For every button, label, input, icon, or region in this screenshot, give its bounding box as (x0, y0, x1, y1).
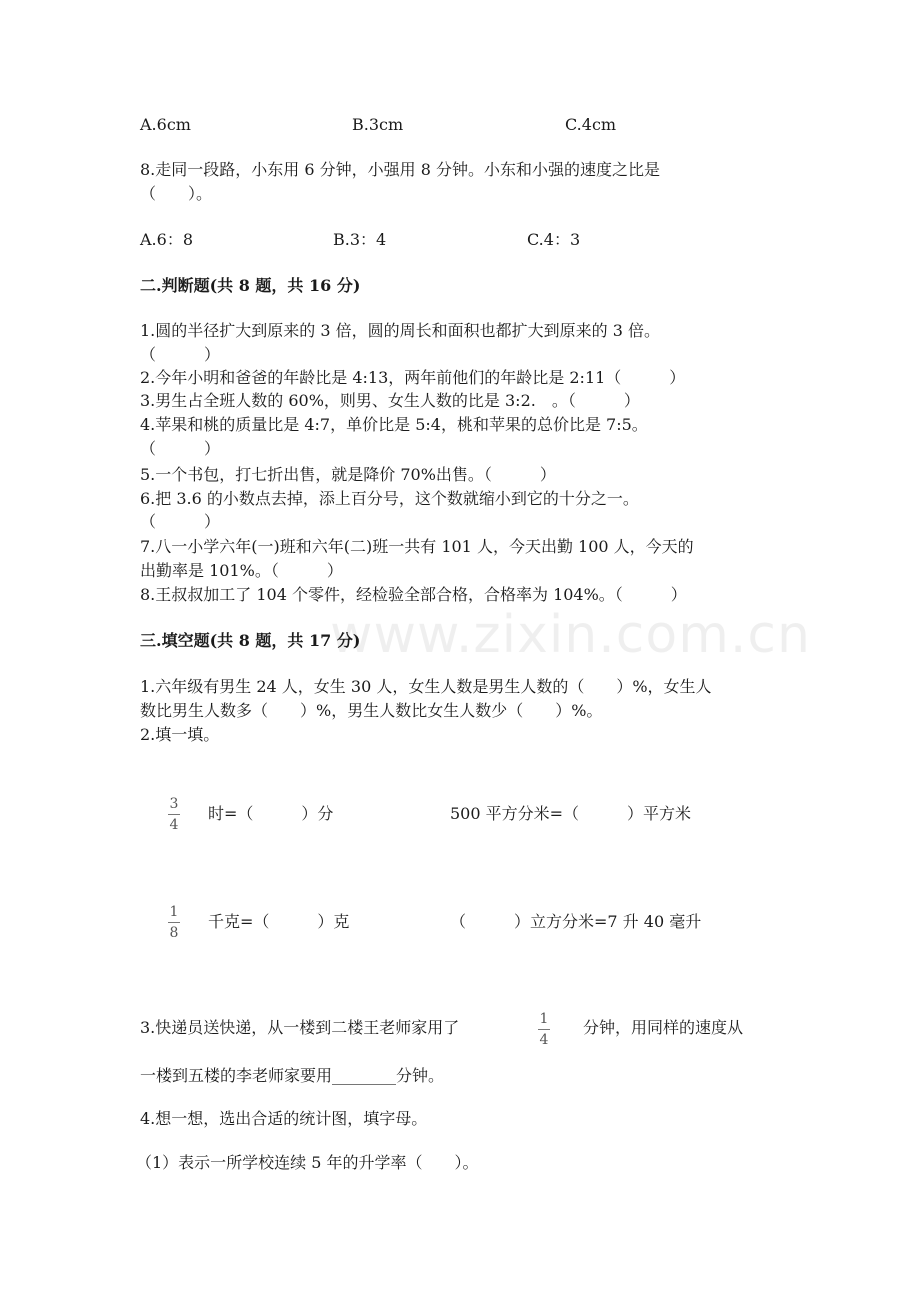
fill-q3-line2: 一楼到五楼的李老师家要用________分钟。 (140, 1066, 445, 1085)
judge-line: 8.王叔叔加工了 104 个零件，经检验全部合格，合格率为 104%。（ ） (140, 585, 687, 604)
fraction-bar (168, 922, 180, 923)
q8-option-a: A.6：8 (140, 230, 194, 249)
judge-line: 3.男生占全班人数的 60%，则男、女生人数的比是 3:2. 。（ ） (140, 391, 640, 410)
fill-q2-item2: 500 平方分米=（ ）平方米 (450, 804, 692, 823)
fraction-numerator: 3 (169, 796, 179, 812)
fill-q1-line1: 1.六年级有男生 24 人，女生 30 人，女生人数是男生人数的（ ）%，女生人 (140, 677, 712, 696)
section3-heading: 三.填空题(共 8 题，共 17 分) (140, 631, 361, 650)
judge-line: （ ） (140, 512, 221, 531)
fraction-denominator: 4 (169, 817, 179, 833)
watermark: www.zixin.com.cn (330, 605, 811, 665)
q8-option-c: C.4：3 (527, 230, 581, 249)
judge-line: 7.八一小学六年(一)班和六年(二)班一共有 101 人，今天出勤 100 人，今天的 (140, 537, 694, 556)
q8-stem-line1: 8.走同一段路，小东用 6 分钟，小强用 8 分钟。小东和小强的速度之比是 (140, 160, 660, 179)
fraction-bar (168, 814, 180, 815)
fraction-denominator: 4 (539, 1032, 549, 1048)
fill-q2-item1: 时=（ ）分 (208, 804, 334, 823)
section2-heading: 二.判断题(共 8 题，共 16 分) (140, 276, 361, 295)
fill-q2-item3: 千克=（ ）克 (208, 912, 350, 931)
q7-option-c: C.4cm (565, 115, 617, 134)
judge-line: （ ） (140, 345, 221, 364)
fill-q3-part1: 3.快递员送快递，从一楼到二楼王老师家用了 (140, 1018, 460, 1037)
judge-line: 5.一个书包，打七折出售，就是降价 70%出售。（ ） (140, 465, 556, 484)
fill-q4-sub1: （1）表示一所学校连续 5 年的升学率（ ）。 (136, 1153, 479, 1172)
fraction-numerator: 1 (169, 904, 179, 920)
fill-q2-stem: 2.填一填。 (140, 725, 220, 744)
judge-line: 出勤率是 101%。（ ） (140, 561, 343, 580)
fill-q2-item4: （ ）立方分米=7 升 40 毫升 (450, 912, 702, 931)
fill-q4-stem: 4.想一想，选出合适的统计图，填字母。 (140, 1109, 428, 1128)
fraction-bar (538, 1029, 550, 1030)
judge-line: 1.圆的半径扩大到原来的 3 倍，圆的周长和面积也都扩大到原来的 3 倍。 (140, 321, 660, 340)
q7-option-a: A.6cm (140, 115, 191, 134)
fraction-3-4 (165, 796, 183, 833)
q7-option-b: B.3cm (352, 115, 404, 134)
judge-line: 2.今年小明和爸爸的年龄比是 4:13，两年前他们的年龄比是 2:11（ ） (140, 368, 686, 387)
q8-stem-line2: （ ）。 (140, 184, 213, 203)
q8-option-b: B.3：4 (333, 230, 387, 249)
fraction-1-4 (535, 1011, 553, 1048)
fraction-denominator: 8 (169, 925, 179, 941)
judge-line: 6.把 3.6 的小数点去掉，添上百分号，这个数就缩小到它的十分之一。 (140, 489, 639, 508)
fraction-numerator: 1 (539, 1011, 549, 1027)
fill-q1-line2: 数比男生人数多（ ）%，男生人数比女生人数少（ ）%。 (140, 701, 603, 720)
fill-q3-part2: 分钟，用同样的速度从 (583, 1018, 744, 1037)
judge-line: （ ） (140, 439, 221, 458)
judge-line: 4.苹果和桃的质量比是 4:7，单价比是 5:4，桃和苹果的总价比是 7:5。 (140, 415, 648, 434)
fraction-1-8 (165, 904, 183, 941)
